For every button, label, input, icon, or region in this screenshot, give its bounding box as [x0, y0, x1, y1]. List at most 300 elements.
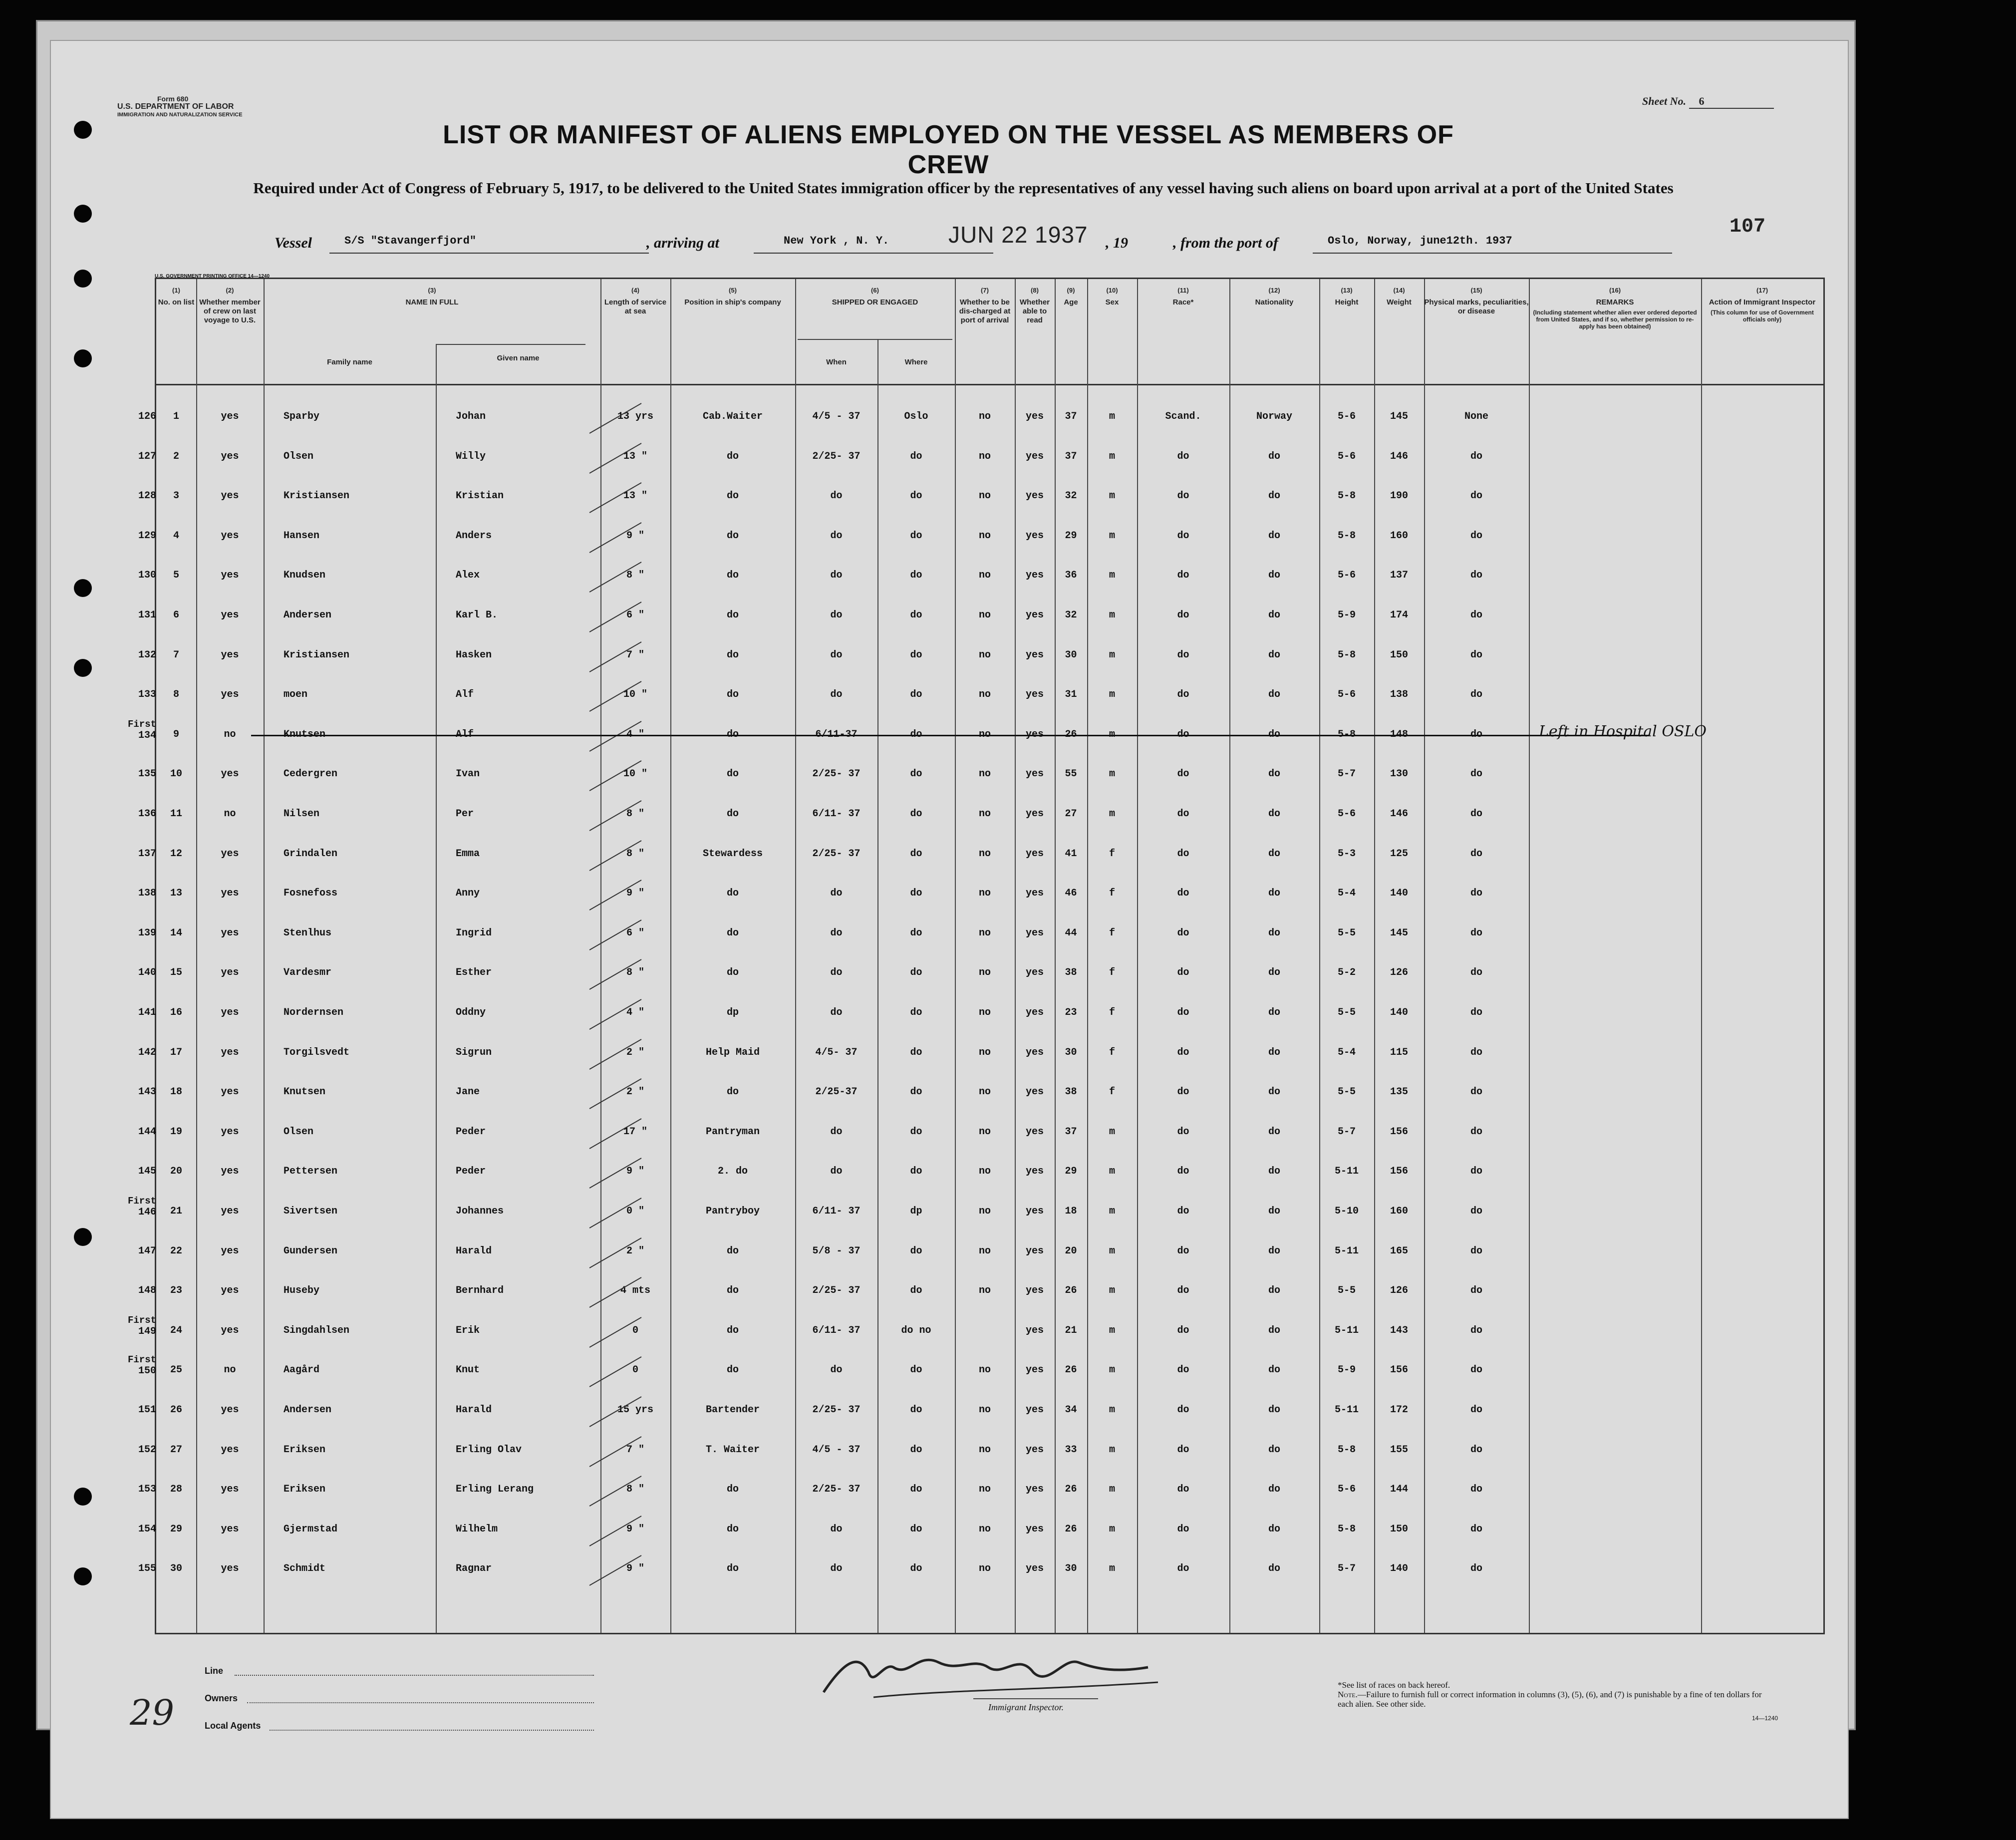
cell-weight: 125: [1390, 848, 1408, 860]
cell-age: 18: [1065, 1206, 1077, 1217]
cell-crew: yes: [221, 610, 239, 621]
cell-position: do: [726, 1563, 739, 1575]
cell-weight: 138: [1390, 689, 1408, 701]
cell-service: 13 ": [623, 450, 647, 462]
sequence-value: 131: [138, 610, 156, 621]
cell-weight: 156: [1390, 1364, 1408, 1376]
cell-nationality: do: [1268, 728, 1280, 740]
punch-hole: [74, 205, 92, 223]
cell-where: do: [910, 1046, 922, 1058]
cell-family: Schmidt: [284, 1563, 326, 1575]
cell-age: 26: [1065, 728, 1077, 740]
sheet-number: [1642, 95, 1774, 109]
sequence-number: [121, 1285, 156, 1296]
cell-given: Alf: [456, 689, 474, 701]
cell-sex: m: [1109, 1324, 1115, 1336]
cell-nationality: do: [1268, 967, 1280, 979]
cell-when: 4/5 - 37: [812, 1444, 861, 1456]
cell-family: Knutsen: [284, 1086, 326, 1098]
header-weight: (14) Weight: [1387, 287, 1412, 307]
cell-given: Johan: [456, 411, 486, 422]
line-field: [235, 1675, 594, 1676]
cell-nationality: do: [1268, 689, 1280, 701]
cell-given: Hasken: [456, 649, 492, 661]
cell-nationality: do: [1268, 808, 1280, 820]
cell-marks: do: [1470, 1324, 1482, 1336]
cell-race: do: [1177, 808, 1189, 820]
sequence-number: [121, 927, 156, 939]
sequence-value: 140: [138, 967, 156, 979]
cell-given: Alex: [456, 570, 480, 582]
cell-weight: 135: [1390, 1086, 1408, 1098]
cell-race: do: [1177, 1444, 1189, 1456]
cell-crew: yes: [221, 927, 239, 939]
cell-race: do: [1177, 530, 1189, 542]
cell-position: do: [726, 1523, 739, 1535]
header-height: (13) Height: [1335, 287, 1359, 307]
sequence-value: 144: [138, 1126, 156, 1138]
sequence-number: [121, 718, 156, 741]
cell-crew: yes: [221, 848, 239, 860]
cell-height: 5-6: [1337, 808, 1356, 820]
header-shipped-where: Where: [904, 358, 928, 366]
cell-nationality: do: [1268, 530, 1280, 542]
cell-height: 5-7: [1337, 1563, 1356, 1575]
sequence-value: 152: [138, 1444, 156, 1456]
table-row: [138, 959, 1823, 989]
cell-race: do: [1177, 1285, 1189, 1297]
cell-marks: do: [1470, 570, 1482, 582]
cell-race: do: [1177, 888, 1189, 900]
cell-no: 7: [173, 649, 179, 661]
cell-read: yes: [1025, 967, 1044, 979]
cell-age: 26: [1065, 1484, 1077, 1496]
cell-family: Nilsen: [284, 808, 320, 820]
header-family-name: Family name: [327, 358, 372, 366]
sequence-value: 128: [138, 490, 156, 502]
cell-marks: do: [1470, 1126, 1482, 1138]
cell-when: do: [830, 1364, 843, 1376]
cell-height: 5-6: [1337, 570, 1356, 582]
cell-height: 5-8: [1337, 1523, 1356, 1535]
cell-race: do: [1177, 927, 1189, 939]
header-race: (11) Race*: [1172, 287, 1194, 307]
cell-read: yes: [1025, 728, 1044, 740]
cell-age: 44: [1065, 927, 1077, 939]
cell-nationality: do: [1268, 490, 1280, 502]
cell-position: do: [726, 689, 739, 701]
sequence-value: 151: [138, 1404, 156, 1416]
cell-sex: m: [1109, 1404, 1115, 1416]
cell-weight: 190: [1390, 490, 1408, 502]
cell-height: 5-4: [1337, 1046, 1356, 1058]
cell-no: 27: [170, 1444, 182, 1456]
cell-nationality: do: [1268, 768, 1280, 780]
cell-given: Sigrun: [456, 1046, 492, 1058]
sequence-number: [121, 1086, 156, 1098]
cell-read: yes: [1025, 450, 1044, 462]
cell-family: Knutsen: [284, 728, 326, 740]
sequence-value: 155: [138, 1563, 156, 1575]
cell-marks: do: [1470, 888, 1482, 900]
cell-position: do: [726, 450, 739, 462]
cell-nationality: do: [1268, 1166, 1280, 1178]
cell-height: 5-5: [1337, 927, 1356, 939]
punch-hole: [74, 1228, 92, 1246]
cell-marks: do: [1470, 450, 1482, 462]
cell-discharged: no: [978, 490, 991, 502]
sequence-value: 127: [138, 450, 156, 462]
cell-where: do: [910, 1404, 922, 1416]
cell-given: Wilhelm: [456, 1523, 498, 1535]
cell-family: Hansen: [284, 530, 320, 542]
cell-crew: yes: [221, 1126, 239, 1138]
cell-race: do: [1177, 570, 1189, 582]
cell-discharged: no: [978, 888, 991, 900]
inspector-caption: Immigrant Inspector.: [988, 1702, 1064, 1712]
cell-read: yes: [1025, 689, 1044, 701]
cell-height: 5-7: [1337, 1126, 1356, 1138]
form-identifier: [117, 95, 243, 119]
cell-where: do: [910, 450, 922, 462]
cell-no: 25: [170, 1364, 182, 1376]
cell-where: do: [910, 1444, 922, 1456]
table-row: [127, 1196, 1823, 1227]
cell-crew: yes: [221, 570, 239, 582]
cell-crew: no: [224, 728, 236, 740]
cell-position: Bartender: [705, 1404, 760, 1416]
cell-given: Oddny: [456, 1007, 486, 1018]
strikethrough-line: [251, 735, 1649, 736]
first-voyage-note: First: [127, 1196, 156, 1207]
from-port: Oslo, Norway, june12th. 1937: [1313, 235, 1672, 254]
cell-family: Sparby: [284, 411, 320, 422]
cell-marks: do: [1470, 728, 1482, 740]
cell-no: 1: [173, 411, 179, 422]
sequence-number: [121, 888, 156, 899]
cell-discharged: no: [978, 1364, 991, 1376]
cell-when: do: [830, 649, 843, 661]
cell-family: Aagård: [284, 1364, 320, 1376]
cell-discharged: no: [978, 1484, 991, 1496]
cell-no: 24: [170, 1324, 182, 1336]
cell-read: yes: [1025, 1126, 1044, 1138]
cell-family: Cedergren: [284, 768, 338, 780]
cell-position: do: [726, 1484, 739, 1496]
cell-age: 38: [1065, 967, 1077, 979]
cell-weight: 156: [1390, 1126, 1408, 1138]
cell-age: 38: [1065, 1086, 1077, 1098]
cell-crew: yes: [221, 1523, 239, 1535]
cell-sex: f: [1109, 1086, 1115, 1098]
cell-race: do: [1177, 1404, 1189, 1416]
punch-hole: [74, 1488, 92, 1506]
owners-field: [247, 1702, 594, 1703]
table-row: [138, 999, 1823, 1029]
cell-where: dp: [910, 1206, 922, 1217]
punch-hole: [74, 579, 92, 597]
sequence-number: [121, 490, 156, 502]
cell-height: 5-3: [1337, 848, 1356, 860]
cell-given: Alf: [456, 728, 474, 740]
cell-where: do: [910, 490, 922, 502]
cell-race: do: [1177, 1523, 1189, 1535]
cell-discharged: no: [978, 768, 991, 780]
sequence-number: [121, 1166, 156, 1177]
cell-service: 2 ": [626, 1046, 644, 1058]
cell-marks: do: [1470, 768, 1482, 780]
header-remarks: (16) REMARKS (Including statement whether alien ever ordered deported from United States, and if so, whether permission to re-apply has been obtained): [1533, 287, 1697, 330]
cell-service: 4 ": [626, 728, 644, 740]
header-no: (1) No. on list: [158, 287, 195, 307]
sequence-number: [121, 689, 156, 700]
cell-race: do: [1177, 1126, 1189, 1138]
cell-sex: m: [1109, 1245, 1115, 1257]
handwritten-number: 29: [130, 1692, 175, 1733]
cell-no: 28: [170, 1484, 182, 1496]
cell-weight: 145: [1390, 411, 1408, 422]
cell-given: Kristian: [456, 490, 504, 502]
cell-marks: do: [1470, 1484, 1482, 1496]
cell-service: 9 ": [626, 1523, 644, 1535]
cell-when: do: [830, 1166, 843, 1178]
cell-read: yes: [1025, 848, 1044, 860]
arriving-label: , arriving at: [646, 235, 719, 251]
table-row: [138, 403, 1823, 433]
cell-age: 29: [1065, 1166, 1077, 1178]
sequence-value: 143: [138, 1086, 156, 1098]
cell-family: Stenlhus: [284, 927, 332, 939]
cell-given: Harald: [456, 1245, 492, 1257]
cell-when: do: [830, 530, 843, 542]
cell-crew: yes: [221, 1206, 239, 1217]
cell-marks: do: [1470, 649, 1482, 661]
cell-marks: do: [1470, 1523, 1482, 1535]
cell-crew: yes: [221, 1086, 239, 1098]
cell-race: do: [1177, 450, 1189, 462]
header-able-to-read: (8) Whether able to read: [1020, 287, 1050, 324]
cell-nationality: do: [1268, 649, 1280, 661]
cell-no: 13: [170, 888, 182, 900]
cell-service: 8 ": [626, 1484, 644, 1496]
inspector-signature: [799, 1642, 1248, 1702]
cell-age: 30: [1065, 1046, 1077, 1058]
header-discharged: (7) Whether to be dis-charged at port of arrival: [959, 287, 1011, 324]
cell-family: Pettersen: [284, 1166, 338, 1178]
sequence-number: [121, 1196, 156, 1218]
cell-no: 6: [173, 610, 179, 621]
cell-when: 6/11- 37: [812, 1206, 861, 1217]
table-row: [138, 1436, 1823, 1466]
sequence-value: 133: [138, 689, 156, 701]
signature-line: [973, 1698, 1098, 1699]
cell-crew: yes: [221, 1046, 239, 1058]
cell-when: 2/25-37: [815, 1086, 858, 1098]
cell-discharged: no: [978, 1126, 991, 1138]
cell-service: 17 ": [623, 1126, 647, 1138]
cell-crew: yes: [221, 1324, 239, 1336]
table-row: [138, 482, 1823, 512]
cell-when: 2/25- 37: [812, 1285, 861, 1297]
table-row: [127, 1354, 1823, 1386]
cell-position: Help Maid: [705, 1046, 760, 1058]
cell-position: 2. do: [717, 1166, 748, 1178]
cell-no: 2: [173, 450, 179, 462]
cell-weight: 160: [1390, 530, 1408, 542]
cell-sex: f: [1109, 888, 1115, 900]
cell-position: do: [726, 888, 739, 900]
cell-service: 4 ": [626, 1007, 644, 1018]
cell-given: Willy: [456, 450, 486, 462]
cell-family: Kristiansen: [284, 649, 350, 661]
cell-given: Ingrid: [456, 927, 492, 939]
cell-marks: do: [1470, 1245, 1482, 1257]
header-position: (5) Position in ship's company: [684, 287, 781, 307]
cell-height: 5-4: [1337, 888, 1356, 900]
cell-where: do: [910, 1166, 922, 1178]
cell-when: 2/25- 37: [812, 1484, 861, 1496]
sequence-value: 138: [138, 888, 156, 900]
cell-read: yes: [1025, 1285, 1044, 1297]
cell-race: Scand.: [1165, 411, 1201, 422]
cell-where: do: [910, 649, 922, 661]
cell-crew: yes: [221, 1484, 239, 1496]
cell-given: Esther: [456, 967, 492, 979]
cell-nationality: do: [1268, 1007, 1280, 1018]
cell-race: do: [1177, 689, 1189, 701]
cell-discharged: no: [978, 689, 991, 701]
cell-sex: m: [1109, 530, 1115, 542]
sequence-number: [121, 1524, 156, 1535]
cell-service: 6 ": [626, 610, 644, 621]
from-label: , from the port of: [1173, 235, 1278, 251]
cell-height: 5-10: [1334, 1206, 1359, 1217]
cell-weight: 137: [1390, 570, 1408, 582]
cell-weight: 144: [1390, 1484, 1408, 1496]
cell-nationality: do: [1268, 1046, 1280, 1058]
table-row: [138, 1158, 1823, 1188]
cell-age: 26: [1065, 1364, 1077, 1376]
cell-sex: m: [1109, 689, 1115, 701]
cell-age: 37: [1065, 1126, 1077, 1138]
sequence-number: [121, 451, 156, 462]
cell-height: 5-11: [1334, 1324, 1359, 1336]
cell-when: do: [830, 1523, 843, 1535]
header-age: (9) Age: [1064, 287, 1078, 307]
cell-service: 8 ": [626, 570, 644, 582]
cell-marks: do: [1470, 848, 1482, 860]
cell-family: moen: [284, 689, 308, 701]
form-number: Form 680: [157, 95, 189, 103]
cell-given: Erling Lerang: [456, 1484, 534, 1496]
cell-marks: do: [1470, 1046, 1482, 1058]
cell-service: 15 yrs: [617, 1404, 653, 1416]
cell-race: do: [1177, 967, 1189, 979]
cell-given: Knut: [456, 1364, 480, 1376]
cell-service: 4 mts: [620, 1285, 650, 1297]
table-row: [138, 522, 1823, 552]
cell-weight: 140: [1390, 888, 1408, 900]
cell-height: 5-8: [1337, 530, 1356, 542]
cell-position: do: [726, 610, 739, 621]
cell-nationality: do: [1268, 927, 1280, 939]
sequence-value: 132: [138, 649, 156, 661]
cell-position: do: [726, 728, 739, 740]
cell-service: 6 ": [626, 927, 644, 939]
cell-read: yes: [1025, 1444, 1044, 1456]
cell-discharged: no: [978, 450, 991, 462]
cell-discharged: no: [978, 1007, 991, 1018]
cell-nationality: Norway: [1256, 411, 1292, 422]
cell-when: 2/25- 37: [812, 848, 861, 860]
cell-race: do: [1177, 728, 1189, 740]
cell-position: do: [726, 490, 739, 502]
sheet-value: 6: [1689, 95, 1774, 109]
cell-read: yes: [1025, 1166, 1044, 1178]
cell-service: 10 ": [623, 689, 647, 701]
cell-position: T. Waiter: [705, 1444, 760, 1456]
cell-position: Stewardess: [702, 848, 763, 860]
vessel-label: Vessel: [275, 235, 312, 251]
cell-no: 22: [170, 1245, 182, 1257]
sequence-number: [121, 1354, 156, 1377]
cell-marks: do: [1470, 1007, 1482, 1018]
cell-read: yes: [1025, 1046, 1044, 1058]
cell-position: do: [726, 649, 739, 661]
sequence-value: 150: [138, 1365, 156, 1377]
cell-weight: 145: [1390, 927, 1408, 939]
sequence-number: [121, 610, 156, 621]
sequence-value: 137: [138, 848, 156, 860]
table-row: [138, 681, 1823, 711]
sequence-value: 142: [138, 1046, 156, 1058]
cell-discharged: no: [978, 1285, 991, 1297]
owners-label: Owners: [205, 1693, 238, 1703]
cell-sex: m: [1109, 411, 1115, 422]
table-row: [138, 880, 1823, 910]
cell-nationality: do: [1268, 848, 1280, 860]
cell-weight: 126: [1390, 1285, 1408, 1297]
cell-no: 20: [170, 1166, 182, 1178]
sequence-value: 135: [138, 768, 156, 780]
table-row: [138, 1277, 1823, 1307]
sequence-number: [121, 1444, 156, 1456]
sequence-value: 136: [138, 808, 156, 820]
cell-age: 32: [1065, 610, 1077, 621]
cell-no: 30: [170, 1563, 182, 1575]
table-row: [138, 641, 1823, 671]
cell-sex: m: [1109, 490, 1115, 502]
cell-sex: m: [1109, 649, 1115, 661]
punch-hole: [74, 121, 92, 139]
cell-nationality: do: [1268, 1404, 1280, 1416]
cell-position: do: [726, 570, 739, 582]
cell-given: Jane: [456, 1086, 480, 1098]
cell-weight: 146: [1390, 808, 1408, 820]
cell-age: 41: [1065, 848, 1077, 860]
cell-race: do: [1177, 1086, 1189, 1098]
cell-read: yes: [1025, 1245, 1044, 1257]
sequence-value: 148: [138, 1285, 156, 1297]
cell-weight: 165: [1390, 1245, 1408, 1257]
cell-age: 32: [1065, 490, 1077, 502]
cell-race: do: [1177, 768, 1189, 780]
cell-where: do: [910, 967, 922, 979]
cell-no: 8: [173, 689, 179, 701]
cell-given: Emma: [456, 848, 480, 860]
cell-discharged: no: [978, 848, 991, 860]
cell-height: 5-9: [1337, 1364, 1356, 1376]
